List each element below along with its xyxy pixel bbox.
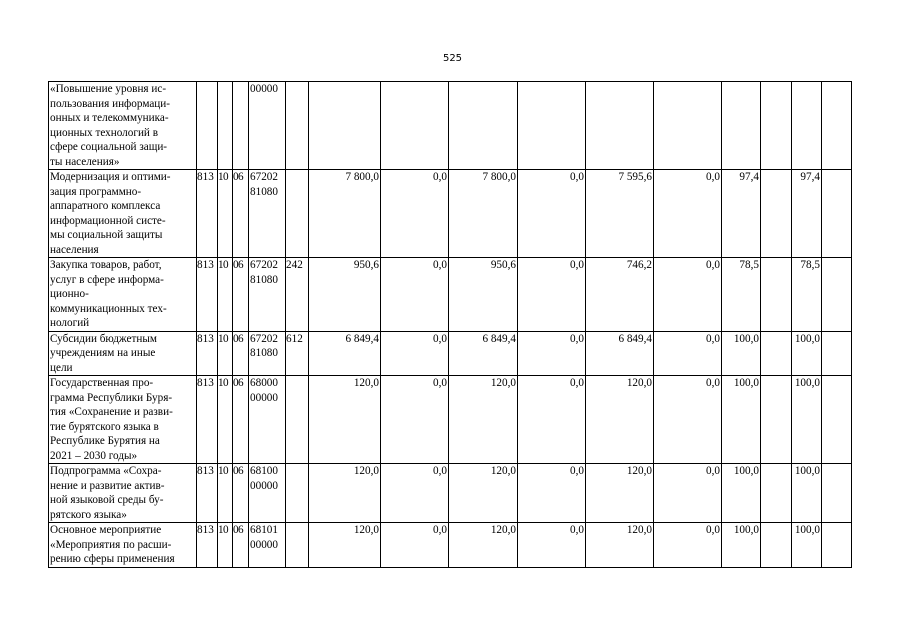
item-name-cell: Закупка товаров, работ, услуг в сфере информа- ционно- коммуникационных тех- нологий <box>49 258 197 332</box>
target-article-code-cell: 67202 81080 <box>249 331 286 376</box>
target-article-code-cell: 00000 <box>249 82 286 170</box>
executed-federal-cell: 0,0 <box>654 464 722 523</box>
subsection-code-cell: 06 <box>233 170 249 258</box>
planned-total-cell: 120,0 <box>449 523 518 568</box>
execution-percent-cell: 100,0 <box>722 331 761 376</box>
planned-federal-cell: 0,0 <box>518 170 586 258</box>
page-number: 525 <box>442 53 463 64</box>
execution-percent-plan-cell: 78,5 <box>792 258 822 332</box>
empty-cell <box>822 376 852 464</box>
target-article-code-cell: 67202 81080 <box>249 258 286 332</box>
section-code-cell: 10 <box>218 376 233 464</box>
table-row <box>49 82 852 170</box>
planned-federal-cell: 0,0 <box>518 258 586 332</box>
approved-federal-cell: 0,0 <box>381 258 449 332</box>
execution-percent-cell: 78,5 <box>722 258 761 332</box>
approved-federal-cell: 0,0 <box>381 331 449 376</box>
item-name-cell: Подпрограмма «Сохра- нение и развитие актив- ной языковой среды бу- рятского языка» <box>49 464 197 523</box>
expense-type-code-cell <box>286 464 309 523</box>
section-code-cell: 10 <box>218 331 233 376</box>
empty-cell <box>761 258 792 332</box>
executed-total-cell: 746,2 <box>586 258 654 332</box>
executed-total-cell <box>586 82 654 170</box>
section-code-cell: 10 <box>218 523 233 568</box>
target-article-code-cell: 68100 00000 <box>249 464 286 523</box>
empty-cell <box>761 523 792 568</box>
planned-federal-cell: 0,0 <box>518 331 586 376</box>
expense-type-code-cell: 242 <box>286 258 309 332</box>
approved-total-cell: 7 800,0 <box>309 170 381 258</box>
item-name-cell: Субсидии бюджетным учреждениям на иные цели <box>49 331 197 376</box>
expense-type-code-cell <box>286 170 309 258</box>
target-article-code-cell: 68101 00000 <box>249 523 286 568</box>
empty-cell <box>761 464 792 523</box>
approved-total-cell: 120,0 <box>309 464 381 523</box>
item-name-cell: «Повышение уровня ис- пользования информаци- онных и телекоммуника- ционных технологий в сфере социальной защи- ты населения» <box>49 82 197 170</box>
execution-percent-plan-cell: 100,0 <box>792 376 822 464</box>
expense-type-code-cell <box>286 523 309 568</box>
grbs-code-cell: 813 <box>197 523 218 568</box>
executed-federal-cell <box>654 82 722 170</box>
executed-total-cell: 120,0 <box>586 523 654 568</box>
planned-total-cell: 120,0 <box>449 376 518 464</box>
empty-cell <box>761 331 792 376</box>
execution-percent-cell <box>722 82 761 170</box>
executed-total-cell: 6 849,4 <box>586 331 654 376</box>
approved-total-cell <box>309 82 381 170</box>
executed-federal-cell: 0,0 <box>654 331 722 376</box>
expense-type-code-cell <box>286 82 309 170</box>
empty-cell <box>822 331 852 376</box>
planned-total-cell: 120,0 <box>449 464 518 523</box>
execution-percent-cell: 100,0 <box>722 523 761 568</box>
section-code-cell: 10 <box>218 464 233 523</box>
planned-federal-cell <box>518 82 586 170</box>
grbs-code-cell: 813 <box>197 464 218 523</box>
planned-total-cell: 950,6 <box>449 258 518 332</box>
approved-total-cell: 950,6 <box>309 258 381 332</box>
execution-percent-plan-cell: 100,0 <box>792 523 822 568</box>
approved-total-cell: 6 849,4 <box>309 331 381 376</box>
empty-cell <box>822 464 852 523</box>
executed-total-cell: 120,0 <box>586 464 654 523</box>
table-row <box>49 258 852 332</box>
item-name-cell: Основное мероприятие «Мероприятия по расши- рению сферы применения <box>49 523 197 568</box>
executed-total-cell: 7 595,6 <box>586 170 654 258</box>
budget-table <box>48 81 852 568</box>
planned-federal-cell: 0,0 <box>518 523 586 568</box>
execution-percent-plan-cell: 97,4 <box>792 170 822 258</box>
subsection-code-cell: 06 <box>233 331 249 376</box>
table-row <box>49 523 852 568</box>
expense-type-code-cell: 612 <box>286 331 309 376</box>
planned-total-cell: 6 849,4 <box>449 331 518 376</box>
grbs-code-cell: 813 <box>197 258 218 332</box>
planned-federal-cell: 0,0 <box>518 464 586 523</box>
expense-type-code-cell <box>286 376 309 464</box>
grbs-code-cell <box>197 82 218 170</box>
empty-cell <box>822 82 852 170</box>
item-name-cell: Модернизация и оптими- зация программно- аппаратного комплекса информационной систе- мы социальной защиты населения <box>49 170 197 258</box>
subsection-code-cell: 06 <box>233 464 249 523</box>
planned-federal-cell: 0,0 <box>518 376 586 464</box>
executed-federal-cell: 0,0 <box>654 258 722 332</box>
empty-cell <box>761 376 792 464</box>
item-name-cell: Государственная про- грамма Республики Буря- тия «Сохранение и разви- тие бурятского языка в Республике Бурятия на 2021 – 2030 годы» <box>49 376 197 464</box>
planned-total-cell <box>449 82 518 170</box>
table-row <box>49 376 852 464</box>
table-row <box>49 170 852 258</box>
section-code-cell <box>218 82 233 170</box>
empty-cell <box>822 258 852 332</box>
grbs-code-cell: 813 <box>197 376 218 464</box>
execution-percent-plan-cell <box>792 82 822 170</box>
section-code-cell: 10 <box>218 258 233 332</box>
subsection-code-cell: 06 <box>233 523 249 568</box>
grbs-code-cell: 813 <box>197 331 218 376</box>
executed-federal-cell: 0,0 <box>654 376 722 464</box>
execution-percent-plan-cell: 100,0 <box>792 331 822 376</box>
empty-cell <box>822 523 852 568</box>
section-code-cell: 10 <box>218 170 233 258</box>
execution-percent-cell: 97,4 <box>722 170 761 258</box>
executed-federal-cell: 0,0 <box>654 170 722 258</box>
empty-cell <box>822 170 852 258</box>
subsection-code-cell <box>233 82 249 170</box>
approved-federal-cell: 0,0 <box>381 523 449 568</box>
table-row <box>49 464 852 523</box>
empty-cell <box>761 82 792 170</box>
table-row <box>49 331 852 376</box>
approved-federal-cell: 0,0 <box>381 376 449 464</box>
grbs-code-cell: 813 <box>197 170 218 258</box>
planned-total-cell: 7 800,0 <box>449 170 518 258</box>
executed-federal-cell: 0,0 <box>654 523 722 568</box>
approved-federal-cell: 0,0 <box>381 464 449 523</box>
subsection-code-cell: 06 <box>233 376 249 464</box>
execution-percent-cell: 100,0 <box>722 376 761 464</box>
approved-federal-cell <box>381 82 449 170</box>
execution-percent-cell: 100,0 <box>722 464 761 523</box>
approved-federal-cell: 0,0 <box>381 170 449 258</box>
executed-total-cell: 120,0 <box>586 376 654 464</box>
empty-cell <box>761 170 792 258</box>
approved-total-cell: 120,0 <box>309 523 381 568</box>
approved-total-cell: 120,0 <box>309 376 381 464</box>
subsection-code-cell: 06 <box>233 258 249 332</box>
execution-percent-plan-cell: 100,0 <box>792 464 822 523</box>
target-article-code-cell: 67202 81080 <box>249 170 286 258</box>
target-article-code-cell: 68000 00000 <box>249 376 286 464</box>
